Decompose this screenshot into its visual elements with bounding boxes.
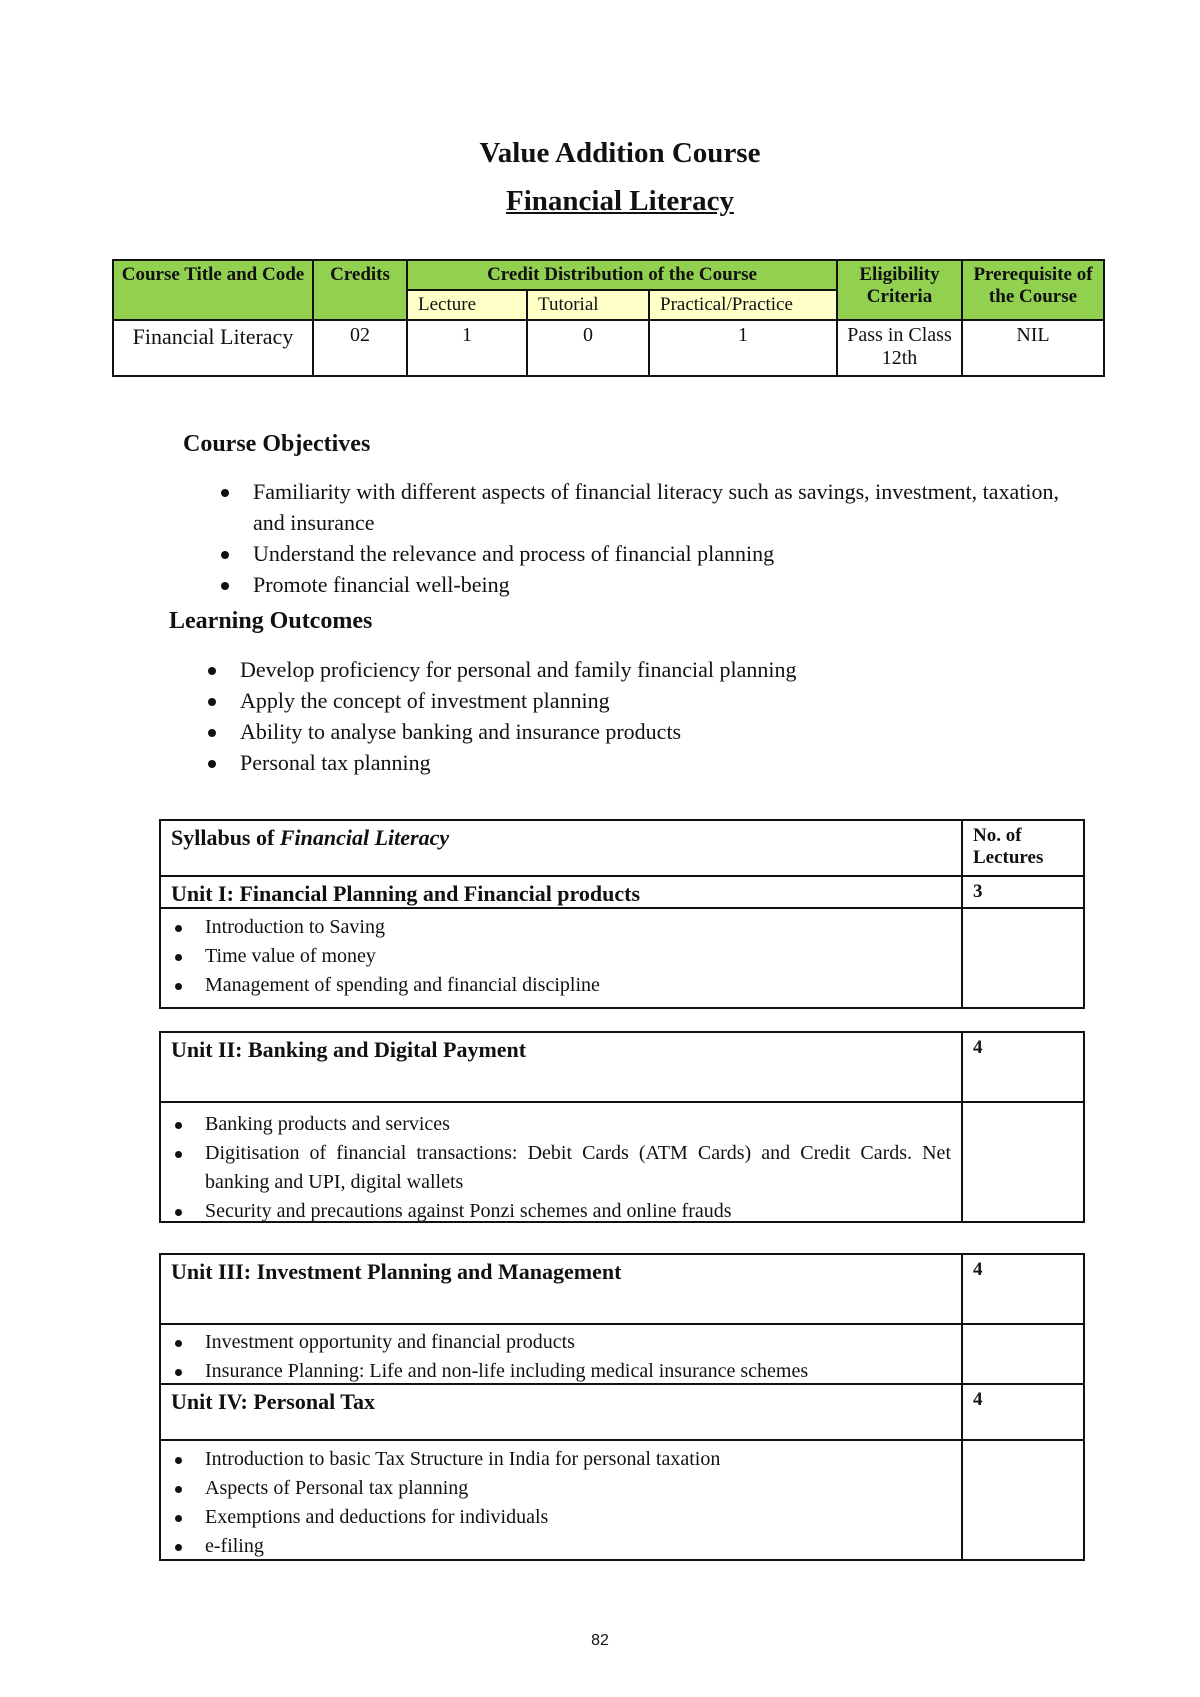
- syllabus-table-unit-3-4: [159, 1253, 1085, 1561]
- list-item: Introduction to basic Tax Structure in India for personal taxation: [171, 1445, 951, 1474]
- cell-credits: 02: [313, 320, 407, 376]
- list-item: Introduction to Saving: [171, 913, 951, 942]
- list-item: Exemptions and deductions for individuals: [171, 1503, 951, 1532]
- unit-title: Unit I: Financial Planning and Financial products: [171, 881, 641, 906]
- header-credits: Credits: [313, 260, 407, 320]
- cell-tutorial: 0: [527, 320, 649, 376]
- list-item: Personal tax planning: [206, 747, 1066, 778]
- unit-topics: [171, 1445, 951, 1561]
- course-info-table: [112, 259, 1105, 377]
- unit-topics: [171, 913, 951, 1000]
- list-item: Develop proficiency for personal and family financial planning: [206, 654, 1066, 685]
- list-item: Familiarity with different aspects of financial literacy such as savings, investment, taxation, and insurance: [219, 476, 1079, 538]
- page-number: 82: [591, 1632, 609, 1649]
- outcomes-heading: Learning Outcomes: [169, 608, 373, 634]
- unit-lectures: 4: [961, 1385, 1083, 1439]
- syllabus-table-unit-1: [159, 819, 1085, 1009]
- unit-title: Unit IV: Personal Tax: [171, 1389, 375, 1414]
- list-item: Investment opportunity and financial products: [171, 1328, 951, 1357]
- header-tutorial: Tutorial: [527, 290, 649, 320]
- unit-lectures: 4: [961, 1255, 1083, 1323]
- list-item: Understand the relevance and process of financial planning: [219, 538, 1079, 569]
- page-title: Value Addition Course: [479, 137, 761, 169]
- unit-title: Unit II: Banking and Digital Payment: [171, 1037, 527, 1062]
- objectives-list: [219, 476, 1079, 600]
- syllabus-course-name: Financial Literacy: [279, 825, 450, 850]
- unit-topics: [171, 1328, 951, 1386]
- syllabus-table-unit-2: [159, 1031, 1085, 1223]
- unit-topics: [171, 1110, 951, 1226]
- table-row: [113, 320, 1104, 376]
- unit-lectures: 4: [961, 1033, 1083, 1101]
- outcomes-list: [206, 654, 1066, 778]
- list-item: Ability to analyse banking and insurance products: [206, 716, 1066, 747]
- list-item: e-filing: [171, 1532, 951, 1561]
- header-credit-distribution: Credit Distribution of the Course: [407, 260, 837, 290]
- cell-course: Financial Literacy: [113, 320, 313, 376]
- header-practical: Practical/Practice: [649, 290, 837, 320]
- cell-prerequisite: NIL: [962, 320, 1104, 376]
- list-item: Promote financial well-being: [219, 569, 1079, 600]
- header-lecture: Lecture: [407, 290, 527, 320]
- course-name-heading: Financial Literacy: [506, 185, 734, 217]
- list-item: Apply the concept of investment planning: [206, 685, 1066, 716]
- objectives-heading: Course Objectives: [183, 431, 371, 457]
- header-eligibility: Eligibility Criteria: [837, 260, 962, 320]
- lectures-header: No. of Lectures: [961, 821, 1083, 875]
- list-item: Digitisation of financial transactions: Debit Cards (ATM Cards) and Credit Cards. Net banking and UPI, digital wallets: [171, 1139, 951, 1197]
- list-item: Aspects of Personal tax planning: [171, 1474, 951, 1503]
- cell-lecture: 1: [407, 320, 527, 376]
- list-item: Security and precautions against Ponzi schemes and online frauds: [171, 1197, 951, 1226]
- list-item: Insurance Planning: Life and non-life including medical insurance schemes: [171, 1357, 951, 1386]
- cell-practical: 1: [649, 320, 837, 376]
- list-item: Banking products and services: [171, 1110, 951, 1139]
- unit-lectures: 3: [961, 877, 1083, 907]
- syllabus-header: Syllabus of Financial Literacy: [171, 825, 450, 850]
- header-prerequisite: Prerequisite of the Course: [962, 260, 1104, 320]
- list-item: Management of spending and financial discipline: [171, 971, 951, 1000]
- header-course-title: Course Title and Code: [113, 260, 313, 320]
- unit-title: Unit III: Investment Planning and Management: [171, 1259, 622, 1284]
- list-item: Time value of money: [171, 942, 951, 971]
- cell-eligibility: Pass in Class 12th: [837, 320, 962, 376]
